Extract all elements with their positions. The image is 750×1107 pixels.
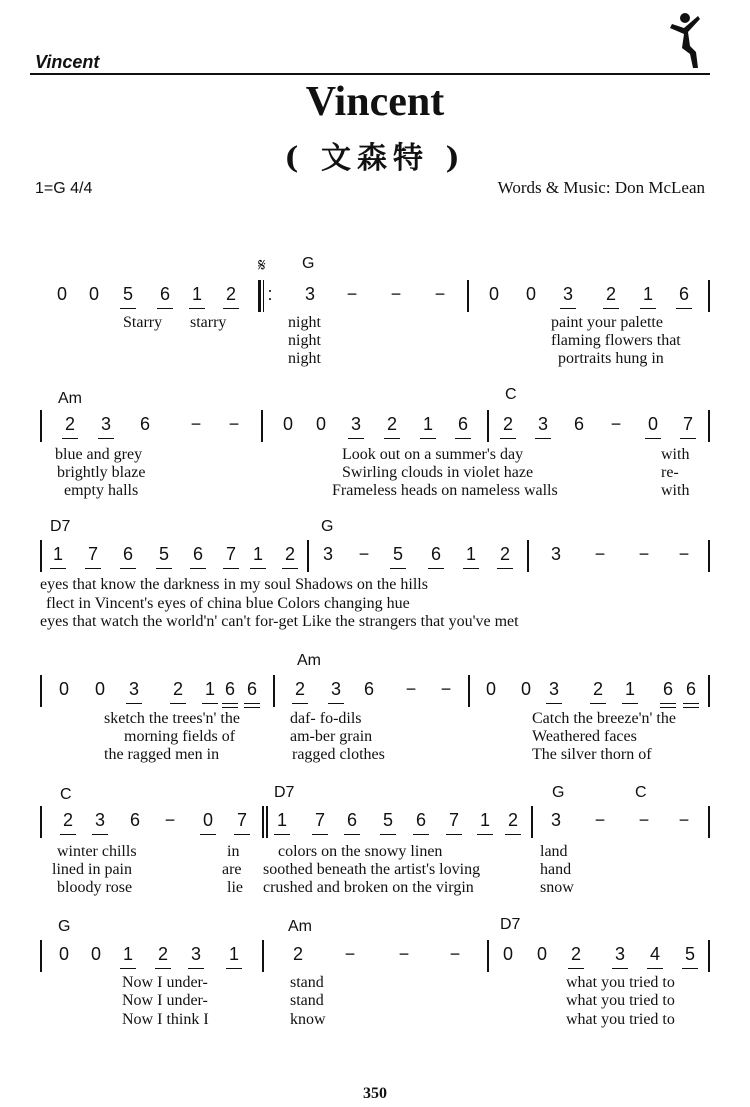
barline: [261, 410, 263, 442]
note: −: [434, 284, 446, 304]
lyric: sketch the trees'n' the: [104, 710, 240, 727]
note: 5: [156, 544, 172, 565]
note: 1: [420, 414, 436, 435]
chord: D7: [274, 784, 295, 801]
barline: [527, 540, 529, 572]
note: −: [638, 810, 650, 830]
barline: [708, 540, 710, 572]
note: 2: [590, 679, 606, 700]
lyric: flaming flowers that: [551, 332, 681, 349]
note: 1: [640, 284, 656, 305]
note: 2: [505, 810, 521, 831]
note: 0: [282, 414, 293, 434]
key-signature: 1=G 4/4: [35, 180, 93, 197]
barline: [531, 806, 533, 838]
note: 1: [189, 284, 205, 305]
note: 2: [282, 544, 298, 565]
lyric: brightly blaze: [57, 464, 146, 481]
note: 7: [223, 544, 239, 565]
lyric: Now I think I: [122, 1011, 209, 1028]
note: 1: [274, 810, 290, 831]
note: 0: [58, 944, 69, 964]
note: 0: [645, 414, 661, 435]
note: −: [594, 544, 606, 564]
notation-row: [0, 806, 750, 836]
barline: [40, 540, 42, 572]
notation-row: [0, 675, 750, 705]
note: −: [228, 414, 240, 434]
note: 2: [500, 414, 516, 435]
barline: [708, 280, 710, 312]
lyric: eyes that know the darkness in my soul Shadows on the hills: [40, 576, 428, 593]
note: 3: [550, 810, 561, 830]
note: 2: [603, 284, 619, 305]
chord: Am: [58, 390, 82, 407]
lyric: what you tried to: [566, 974, 675, 991]
lyric: lined in pain: [52, 861, 132, 878]
note: 5: [682, 944, 698, 965]
note: 2: [292, 679, 308, 700]
note: 0: [88, 284, 99, 304]
note: 2: [60, 810, 76, 831]
lyric: paint your palette: [551, 314, 663, 331]
chord: G: [552, 784, 565, 801]
note: 0: [488, 284, 499, 304]
lyric: what you tried to: [566, 992, 675, 1009]
chord: G: [302, 255, 315, 272]
note: 6: [683, 679, 699, 700]
lyric: empty halls: [64, 482, 139, 499]
running-title: Vincent: [35, 52, 100, 72]
note: 3: [92, 810, 108, 831]
lyric: soothed beneath the artist's loving: [263, 861, 481, 878]
lyric: night: [288, 314, 321, 331]
lyric: hand: [540, 861, 572, 878]
note: 7: [680, 414, 696, 435]
lyric: are: [222, 861, 242, 878]
lyric: crushed and broken on the virgin: [263, 879, 474, 896]
lyric: portraits hung in: [558, 350, 664, 367]
note: 2: [223, 284, 239, 305]
note: 3: [348, 414, 364, 435]
note: 6: [573, 414, 584, 434]
lyric: daf- fo-dils: [290, 710, 362, 727]
note: 3: [550, 544, 561, 564]
note: −: [678, 544, 690, 564]
note: 1: [477, 810, 493, 831]
barline: [487, 410, 489, 442]
note: 3: [535, 414, 551, 435]
header-rule: [30, 73, 710, 75]
note: 7: [85, 544, 101, 565]
note: −: [346, 284, 358, 304]
lyric: blue and grey: [55, 446, 143, 463]
barline: [40, 410, 42, 442]
note: −: [449, 944, 461, 964]
barline: [40, 675, 42, 707]
barline: [40, 940, 42, 972]
lyric: Frameless heads on nameless walls: [332, 482, 558, 499]
song-subtitle: ( 文森特 ): [284, 141, 466, 176]
note: 6: [190, 544, 206, 565]
note: 3: [322, 544, 333, 564]
note: 6: [129, 810, 140, 830]
note: 0: [90, 944, 101, 964]
lyric: starry: [190, 314, 227, 331]
note: 2: [155, 944, 171, 965]
chord: G: [321, 518, 334, 535]
note: −: [164, 810, 176, 830]
note: 0: [485, 679, 496, 699]
note: 1: [463, 544, 479, 565]
note: 6: [455, 414, 471, 435]
note: 6: [244, 679, 260, 700]
chord: G: [58, 918, 71, 935]
lyric: re-: [661, 464, 679, 481]
note: −: [594, 810, 606, 830]
note: 3: [126, 679, 142, 700]
note: 2: [292, 944, 303, 964]
lyric: Swirling clouds in violet haze: [342, 464, 534, 481]
note: 1: [202, 679, 218, 700]
lyric: ragged clothes: [292, 746, 385, 763]
lyric: know: [290, 1011, 326, 1028]
lyric: stand: [290, 974, 324, 991]
note: 2: [568, 944, 584, 965]
note: 2: [62, 414, 78, 435]
note: 3: [304, 284, 315, 304]
chord: C: [635, 784, 647, 801]
chord: Am: [297, 652, 321, 669]
lyric: am-ber grain: [290, 728, 373, 745]
note: 0: [200, 810, 216, 831]
note: 0: [58, 679, 69, 699]
lyric: lie: [227, 879, 243, 896]
barline: [263, 280, 264, 312]
lyric: land: [540, 843, 568, 860]
note: −: [358, 544, 370, 564]
lyric: what you tried to: [566, 1011, 675, 1028]
repeat-barline: [258, 280, 261, 312]
note: 6: [344, 810, 360, 831]
note: 6: [660, 679, 676, 700]
chord: C: [60, 786, 72, 803]
lyric: colors on the snowy linen: [278, 843, 443, 860]
repeat-dots: :: [267, 284, 273, 304]
notation-row: [0, 410, 750, 440]
lyric: Now I under-: [122, 974, 208, 991]
segno-sign: 𝄋: [258, 255, 266, 275]
lyric: with: [661, 482, 690, 499]
note: 3: [546, 679, 562, 700]
lyric: snow: [540, 879, 574, 896]
lyric: bloody rose: [57, 879, 133, 896]
note: 0: [502, 944, 513, 964]
chord: D7: [500, 916, 521, 933]
lyric: Starry: [123, 314, 163, 331]
note: 0: [315, 414, 326, 434]
barline: [307, 540, 309, 572]
lyric: eyes that watch the world'n' can't for-get Like the strangers that you've met: [40, 613, 519, 630]
note: 3: [188, 944, 204, 965]
lyric: Catch the breeze'n' the: [532, 710, 676, 727]
lyric: night: [288, 332, 321, 349]
note: −: [638, 544, 650, 564]
note: 0: [520, 679, 531, 699]
note: 6: [676, 284, 692, 305]
lyric: Look out on a summer's day: [342, 446, 524, 463]
note: 6: [363, 679, 374, 699]
note: 3: [98, 414, 114, 435]
note: 6: [222, 679, 238, 700]
barline: [467, 280, 469, 312]
lyric: stand: [290, 992, 324, 1009]
dancer-icon: [668, 10, 708, 72]
note: 1: [120, 944, 136, 965]
barline: [708, 675, 710, 707]
lyric: winter chills: [57, 843, 137, 860]
note: −: [344, 944, 356, 964]
chord: D7: [50, 518, 71, 535]
note: 1: [50, 544, 66, 565]
note: 5: [380, 810, 396, 831]
note: 2: [384, 414, 400, 435]
note: 1: [226, 944, 242, 965]
note: 6: [139, 414, 150, 434]
note: 6: [157, 284, 173, 305]
notation-row: [0, 540, 750, 570]
note: 1: [622, 679, 638, 700]
note: −: [190, 414, 202, 434]
note: 7: [446, 810, 462, 831]
barline: [708, 806, 710, 838]
note: 7: [312, 810, 328, 831]
barline: [266, 806, 268, 838]
barline: [262, 940, 264, 972]
notation-row: [0, 280, 750, 310]
note: 3: [612, 944, 628, 965]
notation-row: [0, 940, 750, 970]
note: 6: [413, 810, 429, 831]
barline: [262, 806, 264, 838]
barline: [708, 940, 710, 972]
lyric: Now I under-: [122, 992, 208, 1009]
chord: C: [505, 386, 517, 403]
note: −: [440, 679, 452, 699]
barline: [708, 410, 710, 442]
barline: [487, 940, 489, 972]
lyric: Weathered faces: [532, 728, 637, 745]
note: 5: [390, 544, 406, 565]
note: 6: [120, 544, 136, 565]
lyric: night: [288, 350, 321, 367]
note: 0: [56, 284, 67, 304]
song-title: Vincent: [305, 79, 445, 125]
lyric: flect in Vincent's eyes of china blue Colors changing hue: [46, 595, 410, 612]
page-number: 350: [363, 1085, 387, 1102]
lyric: The silver thorn of: [532, 746, 652, 763]
note: −: [390, 284, 402, 304]
note: −: [678, 810, 690, 830]
chord: Am: [288, 918, 312, 935]
lyric: the ragged men in: [104, 746, 220, 763]
note: 0: [94, 679, 105, 699]
note: −: [405, 679, 417, 699]
note: 2: [497, 544, 513, 565]
note: 0: [525, 284, 536, 304]
note: 1: [250, 544, 266, 565]
lyric: with: [661, 446, 690, 463]
note: 0: [536, 944, 547, 964]
barline: [40, 806, 42, 838]
note: 2: [170, 679, 186, 700]
barline: [468, 675, 470, 707]
lyric: in: [227, 843, 240, 860]
song-credit: Words & Music: Don McLean: [497, 178, 705, 197]
note: 5: [120, 284, 136, 305]
note: −: [610, 414, 622, 434]
note: 6: [428, 544, 444, 565]
note: 3: [560, 284, 576, 305]
note: 4: [647, 944, 663, 965]
barline: [273, 675, 275, 707]
note: 3: [328, 679, 344, 700]
note: 7: [234, 810, 250, 831]
lyric: morning fields of: [124, 728, 236, 745]
note: −: [398, 944, 410, 964]
